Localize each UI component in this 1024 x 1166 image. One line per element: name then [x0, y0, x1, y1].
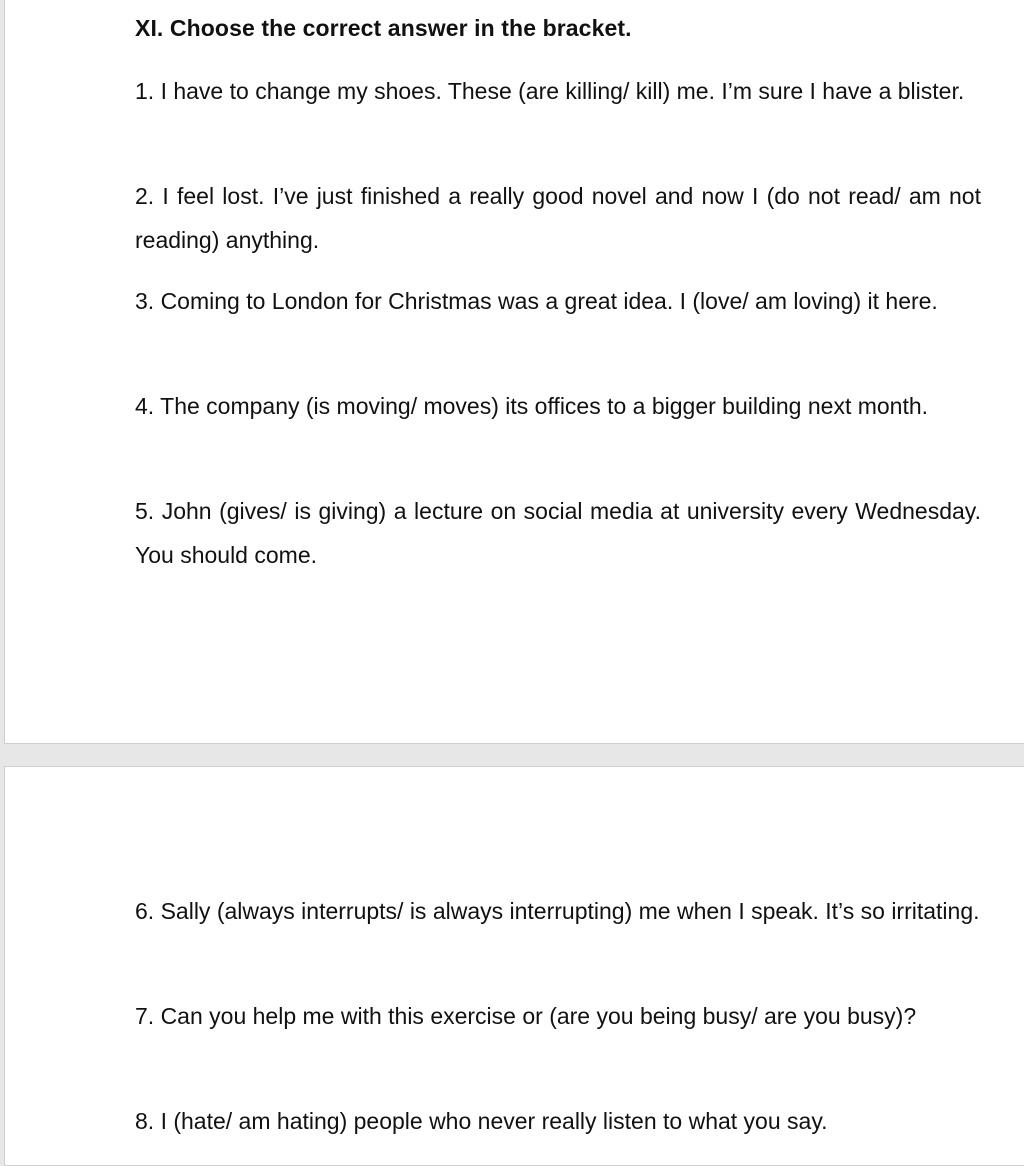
document-page-1	[4, 0, 1024, 744]
question-2: 2. I feel lost. I’ve just finished a really good novel and now I (do not read/ am not reading) anything.	[135, 183, 981, 253]
question-8: 8. I (hate/ am hating) people who never really listen to what you say.	[135, 1108, 828, 1134]
question-1: 1. I have to change my shoes. These (are killing/ kill) me. I’m sure I have a blister.	[135, 78, 965, 104]
question-7: 7. Can you help me with this exercise or (are you being busy/ are you busy)?	[135, 1003, 917, 1029]
question-3: 3. Coming to London for Christmas was a great idea. I (love/ am loving) it here.	[135, 288, 938, 314]
question-4: 4. The company (is moving/ moves) its offices to a bigger building next month.	[135, 393, 929, 419]
exercise-heading: XI. Choose the correct answer in the bracket.	[135, 15, 632, 41]
question-5: 5. John (gives/ is giving) a lecture on social media at university every Wednesday. You should come.	[135, 498, 981, 568]
document-page-2	[4, 766, 1024, 1166]
question-6: 6. Sally (always interrupts/ is always interrupting) me when I speak. It’s so irritating.	[135, 898, 980, 924]
